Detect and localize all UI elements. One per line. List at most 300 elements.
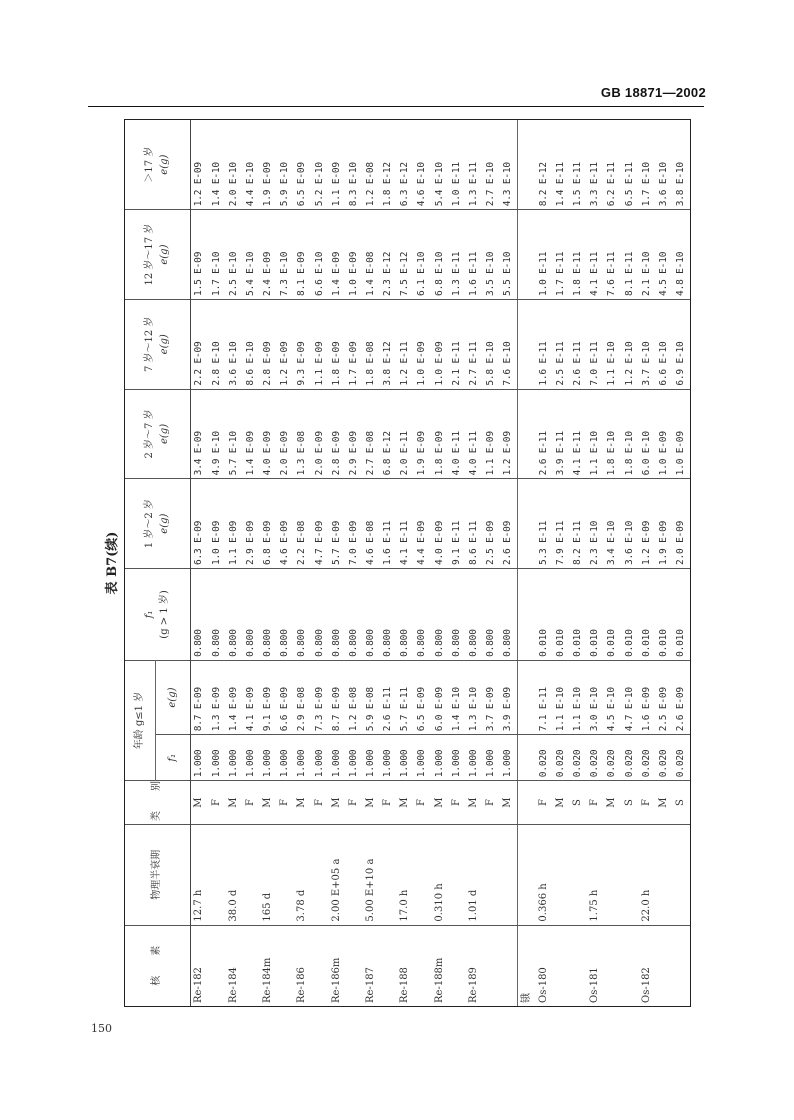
- cell-eg-age-2-7: 4.9 E-10: [208, 389, 225, 479]
- header-age-over-17: [125, 120, 191, 210]
- cell-half-life: 1.75 h: [587, 824, 604, 925]
- header-f1-older-condition: (g > 1 岁): [158, 590, 170, 639]
- page-number: 150: [91, 1022, 112, 1035]
- cell-eg-age-2-7: 2.7 E-08: [363, 389, 380, 479]
- cell-half-life: 38.0 d: [225, 824, 242, 925]
- cell-eg-age-over-17: 1.9 E-09: [260, 120, 277, 210]
- cell-nuclide: [208, 925, 225, 1006]
- cell-eg-age-1-2: 1.1 E-09: [225, 479, 242, 569]
- header-age-12-17-eg: e(g): [158, 244, 170, 265]
- cell-eg-infant: 9.1 E-09: [260, 660, 277, 734]
- cell-class: M: [397, 781, 414, 825]
- cell-half-life: 0.310 h: [431, 824, 448, 925]
- cell-eg-age-1-2: 6.3 E-09: [191, 479, 209, 569]
- cell-class: M: [225, 781, 242, 825]
- cell-eg-age-7-12: 2.8 E-09: [260, 299, 277, 389]
- cell-eg-age-1-2: 3.6 E-10: [621, 479, 638, 569]
- cell-half-life: [243, 824, 260, 925]
- cell-eg-infant: 1.3 E-09: [208, 660, 225, 734]
- cell-eg-age-7-12: 1.2 E-10: [621, 299, 638, 389]
- cell-eg-age-2-7: 1.3 E-08: [294, 389, 311, 479]
- table-row: [328, 120, 345, 1006]
- cell-half-life: [656, 824, 673, 925]
- cell-eg-age-7-12: 8.6 E-10: [243, 299, 260, 389]
- header-age-1-2-eg: e(g): [158, 513, 170, 534]
- cell-eg-age-over-17: 6.5 E-11: [621, 120, 638, 210]
- cell-f1-older: 0.800: [397, 569, 414, 661]
- cell-eg-age-7-12: 1.2 E-11: [397, 299, 414, 389]
- cell-class: F: [414, 781, 431, 825]
- cell-f1-infant: 1.000: [311, 735, 328, 781]
- empty-cell: [518, 389, 536, 479]
- header-age-2-7-eg: e(g): [158, 423, 170, 445]
- table-row: [535, 120, 552, 1006]
- header-age-over-17-eg: e(g): [158, 154, 170, 175]
- cell-half-life: [380, 824, 397, 925]
- cell-eg-age-1-2: 4.4 E-09: [414, 479, 431, 569]
- table-row: [570, 120, 587, 1006]
- cell-eg-age-12-17: 5.5 E-10: [500, 210, 518, 300]
- cell-half-life: [553, 824, 570, 925]
- cell-nuclide: [553, 925, 570, 1006]
- cell-nuclide: Re-182: [193, 967, 205, 1003]
- cell-f1-infant: 1.000: [225, 735, 242, 781]
- empty-cell: [518, 299, 536, 389]
- cell-eg-age-12-17: 1.3 E-11: [448, 210, 465, 300]
- cell-half-life: [208, 824, 225, 925]
- cell-f1-older: 0.010: [553, 569, 570, 661]
- cell-nuclide: Re-188: [399, 967, 411, 1003]
- cell-eg-age-over-17: 3.6 E-10: [656, 120, 673, 210]
- header-rule: [88, 106, 704, 107]
- table-row: [397, 120, 414, 1006]
- cell-f1-infant: 1.000: [500, 735, 518, 781]
- cell-eg-age-12-17: 2.5 E-10: [225, 210, 242, 300]
- cell-eg-age-7-12: 3.8 E-12: [380, 299, 397, 389]
- cell-f1-older: 0.010: [621, 569, 638, 661]
- cell-eg-age-12-17: 1.4 E-08: [363, 210, 380, 300]
- empty-cell: [518, 781, 536, 825]
- cell-eg-infant: 4.5 E-10: [604, 660, 621, 734]
- cell-eg-age-1-2: 9.1 E-11: [448, 479, 465, 569]
- cell-eg-age-2-7: 1.2 E-09: [500, 389, 518, 479]
- cell-eg-age-1-2: 2.2 E-08: [294, 479, 311, 569]
- cell-f1-older: 0.010: [570, 569, 587, 661]
- cell-nuclide: [311, 925, 328, 1006]
- cell-eg-infant: 7.1 E-11: [535, 660, 552, 734]
- cell-class: M: [500, 781, 518, 825]
- cell-eg-age-2-7: 1.8 E-09: [431, 389, 448, 479]
- cell-f1-infant: 1.000: [277, 735, 294, 781]
- cell-eg-age-2-7: 2.6 E-11: [535, 389, 552, 479]
- header-age-2-7-label: 2 岁～7 岁: [144, 409, 155, 459]
- data-table: [125, 120, 690, 1006]
- header-age-7-12: [125, 299, 191, 389]
- cell-eg-infant: 1.2 E-08: [346, 660, 363, 734]
- cell-f1-older: 0.010: [673, 569, 690, 661]
- cell-class: S: [673, 781, 690, 825]
- cell-eg-age-over-17: 1.4 E-11: [553, 120, 570, 210]
- cell-f1-older: 0.800: [225, 569, 242, 661]
- cell-eg-age-12-17: 3.5 E-10: [483, 210, 500, 300]
- cell-eg-infant: 5.9 E-08: [363, 660, 380, 734]
- cell-eg-age-1-2: 1.9 E-09: [656, 479, 673, 569]
- cell-class: M: [294, 781, 311, 825]
- cell-nuclide: [346, 925, 363, 1006]
- cell-eg-age-7-12: 1.7 E-09: [346, 299, 363, 389]
- cell-eg-age-2-7: 2.0 E-09: [277, 389, 294, 479]
- cell-eg-age-1-2: 6.8 E-09: [260, 479, 277, 569]
- table-row: [673, 120, 690, 1006]
- cell-f1-infant: 0.020: [673, 735, 690, 781]
- cell-eg-age-7-12: 9.3 E-09: [294, 299, 311, 389]
- header-eg: e(g): [156, 660, 191, 734]
- cell-half-life: 1.01 d: [466, 824, 483, 925]
- header-age-over-17-label: ＞17 岁: [144, 146, 155, 183]
- cell-eg-age-2-7: 3.4 E-09: [191, 389, 209, 479]
- cell-eg-infant: 8.7 E-09: [328, 660, 345, 734]
- cell-eg-infant: 4.1 E-09: [243, 660, 260, 734]
- cell-eg-age-7-12: 1.8 E-08: [363, 299, 380, 389]
- element-group-row: [518, 120, 536, 1006]
- cell-eg-age-2-7: 1.8 E-10: [621, 389, 638, 479]
- cell-eg-infant: 3.9 E-09: [500, 660, 518, 734]
- cell-f1-older: 0.800: [431, 569, 448, 661]
- cell-eg-age-1-2: 4.6 E-09: [277, 479, 294, 569]
- cell-eg-age-12-17: 1.5 E-09: [191, 210, 209, 300]
- cell-eg-age-12-17: 6.8 E-10: [431, 210, 448, 300]
- cell-eg-age-12-17: 7.3 E-10: [277, 210, 294, 300]
- cell-class: F: [483, 781, 500, 825]
- cell-eg-age-2-7: 3.9 E-11: [553, 389, 570, 479]
- cell-eg-infant: 7.3 E-09: [311, 660, 328, 734]
- cell-eg-age-12-17: 1.6 E-11: [466, 210, 483, 300]
- cell-eg-infant: 3.0 E-10: [587, 660, 604, 734]
- cell-f1-infant: 0.020: [656, 735, 673, 781]
- cell-eg-age-over-17: 6.3 E-12: [397, 120, 414, 210]
- table-row: [363, 120, 380, 1006]
- cell-eg-infant: 1.4 E-09: [225, 660, 242, 734]
- table-row: [483, 120, 500, 1006]
- cell-eg-age-over-17: 6.5 E-09: [294, 120, 311, 210]
- table-caption: 表 B7(续): [105, 531, 120, 595]
- table-row: [431, 120, 448, 1006]
- table-row: [277, 120, 294, 1006]
- cell-eg-age-over-17: 1.4 E-10: [208, 120, 225, 210]
- cell-eg-age-1-2: 5.7 E-09: [328, 479, 345, 569]
- element-group-label: 锇: [518, 925, 536, 1006]
- cell-f1-infant: 1.000: [431, 735, 448, 781]
- table-row: [346, 120, 363, 1006]
- table-row: [656, 120, 673, 1006]
- cell-nuclide: Re-187: [364, 967, 376, 1003]
- cell-class: M: [604, 781, 621, 825]
- cell-eg-infant: 1.6 E-09: [638, 660, 655, 734]
- empty-cell: [518, 660, 536, 734]
- cell-nuclide: [621, 925, 638, 1006]
- cell-eg-infant: 5.7 E-11: [397, 660, 414, 734]
- cell-eg-age-12-17: 1.8 E-11: [570, 210, 587, 300]
- cell-eg-age-7-12: 5.8 E-10: [483, 299, 500, 389]
- cell-eg-infant: 2.5 E-09: [656, 660, 673, 734]
- cell-eg-age-2-7: 6.8 E-12: [380, 389, 397, 479]
- cell-eg-age-7-12: 7.0 E-11: [587, 299, 604, 389]
- cell-eg-age-7-12: 3.6 E-10: [225, 299, 242, 389]
- empty-cell: [518, 210, 536, 300]
- cell-f1-older: 0.010: [535, 569, 552, 661]
- table-row: [294, 120, 311, 1006]
- cell-f1-older: 0.800: [448, 569, 465, 661]
- cell-f1-infant: 1.000: [380, 735, 397, 781]
- cell-eg-age-2-7: 2.0 E-09: [311, 389, 328, 479]
- cell-eg-infant: 2.6 E-09: [673, 660, 690, 734]
- cell-nuclide: [500, 925, 518, 1006]
- cell-eg-age-over-17: 1.7 E-10: [638, 120, 655, 210]
- cell-nuclide: [277, 925, 294, 1006]
- cell-eg-age-12-17: 8.1 E-11: [621, 210, 638, 300]
- header-age-2-7: [125, 389, 191, 479]
- cell-eg-age-1-2: 8.2 E-11: [570, 479, 587, 569]
- cell-eg-age-1-2: 7.0 E-09: [346, 479, 363, 569]
- cell-eg-age-7-12: 1.1 E-10: [604, 299, 621, 389]
- cell-eg-infant: 3.7 E-09: [483, 660, 500, 734]
- cell-eg-age-1-2: 2.9 E-09: [243, 479, 260, 569]
- cell-f1-older: 0.010: [638, 569, 655, 661]
- cell-class: F: [346, 781, 363, 825]
- header-age-7-12-label: 7 岁～12 岁: [144, 316, 155, 373]
- cell-f1-infant: 1.000: [191, 735, 209, 781]
- table-row: [587, 120, 604, 1006]
- cell-eg-age-7-12: 2.6 E-11: [570, 299, 587, 389]
- cell-half-life: 12.7 h: [191, 824, 209, 925]
- cell-f1-infant: 1.000: [363, 735, 380, 781]
- cell-eg-age-2-7: 1.4 E-09: [243, 389, 260, 479]
- cell-f1-older: 0.800: [380, 569, 397, 661]
- header-age-12-17: [125, 210, 191, 300]
- cell-eg-age-7-12: 2.7 E-11: [466, 299, 483, 389]
- cell-eg-age-12-17: 8.1 E-09: [294, 210, 311, 300]
- cell-eg-age-2-7: 4.0 E-11: [448, 389, 465, 479]
- cell-eg-age-12-17: 1.7 E-11: [553, 210, 570, 300]
- cell-eg-infant: 1.4 E-10: [448, 660, 465, 734]
- cell-eg-age-over-17: 4.3 E-10: [500, 120, 518, 210]
- cell-f1-older: 0.010: [604, 569, 621, 661]
- cell-f1-infant: 0.020: [570, 735, 587, 781]
- cell-eg-age-2-7: 1.9 E-09: [414, 389, 431, 479]
- cell-class: M: [553, 781, 570, 825]
- cell-eg-age-1-2: 4.6 E-08: [363, 479, 380, 569]
- cell-nuclide: Re-184: [227, 967, 239, 1003]
- cell-eg-age-1-2: 8.6 E-11: [466, 479, 483, 569]
- empty-cell: [518, 569, 536, 661]
- header-age-1-2-label: 1 岁～2 岁: [144, 499, 155, 549]
- cell-f1-infant: 1.000: [466, 735, 483, 781]
- cell-eg-age-12-17: 5.4 E-10: [243, 210, 260, 300]
- cell-eg-age-1-2: 2.3 E-10: [587, 479, 604, 569]
- cell-f1-older: 0.800: [277, 569, 294, 661]
- cell-eg-infant: 8.7 E-09: [191, 660, 209, 734]
- cell-f1-infant: 0.020: [587, 735, 604, 781]
- table-row: [553, 120, 570, 1006]
- cell-f1-infant: 0.020: [553, 735, 570, 781]
- cell-f1-infant: 1.000: [294, 735, 311, 781]
- cell-eg-infant: 1.1 E-10: [570, 660, 587, 734]
- cell-eg-age-2-7: 2.9 E-09: [346, 389, 363, 479]
- empty-cell: [518, 479, 536, 569]
- table-row: [621, 120, 638, 1006]
- cell-eg-age-2-7: 5.7 E-10: [225, 389, 242, 479]
- cell-nuclide: [380, 925, 397, 1006]
- cell-eg-age-12-17: 6.1 E-10: [414, 210, 431, 300]
- cell-f1-infant: 1.000: [448, 735, 465, 781]
- cell-class: M: [260, 781, 277, 825]
- cell-eg-age-1-2: 1.0 E-09: [208, 479, 225, 569]
- cell-f1-older: 0.800: [346, 569, 363, 661]
- cell-nuclide: [483, 925, 500, 1006]
- cell-f1-older: 0.800: [243, 569, 260, 661]
- cell-eg-age-2-7: 4.1 E-11: [570, 389, 587, 479]
- cell-class: F: [243, 781, 260, 825]
- cell-eg-age-1-2: 5.3 E-11: [535, 479, 552, 569]
- cell-eg-age-over-17: 1.2 E-08: [363, 120, 380, 210]
- cell-eg-age-over-17: 8.3 E-10: [346, 120, 363, 210]
- cell-eg-infant: 6.6 E-09: [277, 660, 294, 734]
- cell-class: F: [208, 781, 225, 825]
- cell-eg-age-12-17: 4.5 E-10: [656, 210, 673, 300]
- cell-class: M: [191, 781, 209, 825]
- cell-eg-age-7-12: 6.6 E-10: [656, 299, 673, 389]
- cell-eg-age-1-2: 4.7 E-09: [311, 479, 328, 569]
- cell-eg-age-over-17: 8.2 E-12: [535, 120, 552, 210]
- cell-f1-infant: 1.000: [397, 735, 414, 781]
- standard-header: GB 18871—2002: [600, 85, 706, 100]
- cell-half-life: [483, 824, 500, 925]
- header-age-7-12-eg: e(g): [158, 334, 170, 355]
- cell-eg-age-1-2: 4.1 E-11: [397, 479, 414, 569]
- cell-eg-age-12-17: 1.0 E-11: [535, 210, 552, 300]
- cell-half-life: [277, 824, 294, 925]
- cell-half-life: [604, 824, 621, 925]
- cell-eg-age-7-12: 7.6 E-10: [500, 299, 518, 389]
- cell-eg-age-2-7: 1.8 E-10: [604, 389, 621, 479]
- header-nuclide: 核 素: [125, 925, 191, 1006]
- table-row: [448, 120, 465, 1006]
- table-row: [380, 120, 397, 1006]
- table-row: [191, 120, 209, 1006]
- cell-class: F: [638, 781, 655, 825]
- cell-f1-older: 0.010: [656, 569, 673, 661]
- cell-eg-age-1-2: 1.2 E-09: [638, 479, 655, 569]
- cell-half-life: [414, 824, 431, 925]
- cell-eg-infant: 2.6 E-11: [380, 660, 397, 734]
- cell-eg-age-2-7: 2.0 E-11: [397, 389, 414, 479]
- cell-eg-age-over-17: 2.7 E-10: [483, 120, 500, 210]
- cell-eg-age-12-17: 7.6 E-11: [604, 210, 621, 300]
- cell-half-life: 17.0 h: [397, 824, 414, 925]
- cell-eg-age-over-17: 1.0 E-11: [448, 120, 465, 210]
- cell-class: F: [277, 781, 294, 825]
- cell-eg-infant: 1.1 E-10: [553, 660, 570, 734]
- cell-eg-age-over-17: 2.0 E-10: [225, 120, 242, 210]
- cell-eg-age-12-17: 1.0 E-09: [346, 210, 363, 300]
- cell-class: M: [656, 781, 673, 825]
- empty-cell: [518, 120, 536, 210]
- cell-eg-age-over-17: 5.2 E-10: [311, 120, 328, 210]
- cell-nuclide: Re-189: [467, 967, 479, 1003]
- cell-half-life: [570, 824, 587, 925]
- cell-eg-age-2-7: 2.8 E-09: [328, 389, 345, 479]
- cell-f1-older: 0.800: [363, 569, 380, 661]
- cell-eg-age-over-17: 1.8 E-12: [380, 120, 397, 210]
- cell-nuclide: Os-182: [640, 967, 652, 1003]
- cell-eg-age-2-7: 1.0 E-09: [656, 389, 673, 479]
- cell-f1-older: 0.800: [208, 569, 225, 661]
- cell-eg-age-12-17: 1.4 E-09: [328, 210, 345, 300]
- cell-eg-age-7-12: 3.7 E-10: [638, 299, 655, 389]
- rotated-table-wrapper: [102, 119, 692, 1007]
- cell-f1-infant: 0.020: [621, 735, 638, 781]
- cell-f1-infant: 1.000: [243, 735, 260, 781]
- cell-f1-older: 0.800: [466, 569, 483, 661]
- cell-half-life: [346, 824, 363, 925]
- cell-class: S: [570, 781, 587, 825]
- cell-eg-infant: 6.0 E-09: [431, 660, 448, 734]
- header-class: 类 别: [125, 781, 191, 825]
- cell-eg-age-7-12: 2.5 E-11: [553, 299, 570, 389]
- table-row: [243, 120, 260, 1006]
- cell-f1-infant: 1.000: [260, 735, 277, 781]
- cell-f1-older: 0.800: [328, 569, 345, 661]
- cell-eg-age-over-17: 5.4 E-10: [431, 120, 448, 210]
- cell-eg-age-7-12: 2.2 E-09: [191, 299, 209, 389]
- cell-half-life: 5.00 E+10 a: [363, 824, 380, 925]
- cell-half-life: 2.00 E+05 a: [328, 824, 345, 925]
- cell-eg-age-2-7: 1.1 E-10: [587, 389, 604, 479]
- cell-eg-age-12-17: 2.1 E-10: [638, 210, 655, 300]
- cell-f1-older: 0.800: [414, 569, 431, 661]
- cell-eg-age-over-17: 1.2 E-09: [191, 120, 209, 210]
- cell-eg-age-over-17: 6.2 E-11: [604, 120, 621, 210]
- cell-eg-age-1-2: 3.4 E-10: [604, 479, 621, 569]
- cell-eg-age-7-12: 1.6 E-11: [535, 299, 552, 389]
- cell-eg-age-7-12: 1.0 E-09: [414, 299, 431, 389]
- cell-class: M: [328, 781, 345, 825]
- cell-class: F: [311, 781, 328, 825]
- dose-coefficient-table: [124, 119, 691, 1007]
- cell-eg-infant: 2.9 E-08: [294, 660, 311, 734]
- cell-eg-infant: 6.5 E-09: [414, 660, 431, 734]
- cell-f1-older: 0.800: [191, 569, 209, 661]
- cell-class: S: [621, 781, 638, 825]
- table-row: [208, 120, 225, 1006]
- cell-nuclide: Re-186m: [330, 957, 342, 1003]
- cell-class: M: [431, 781, 448, 825]
- header-age-12-17-label: 12 岁～17 岁: [144, 223, 155, 286]
- cell-half-life: [448, 824, 465, 925]
- cell-nuclide: Re-188m: [433, 957, 445, 1003]
- cell-eg-age-1-2: 4.0 E-09: [431, 479, 448, 569]
- cell-f1-older: 0.800: [311, 569, 328, 661]
- cell-eg-age-1-2: 1.6 E-11: [380, 479, 397, 569]
- cell-eg-age-over-17: 4.4 E-10: [243, 120, 260, 210]
- cell-nuclide: [570, 925, 587, 1006]
- cell-nuclide: Re-184m: [262, 957, 274, 1003]
- cell-half-life: 22.0 h: [638, 824, 655, 925]
- table-row: [311, 120, 328, 1006]
- cell-eg-age-7-12: 1.8 E-09: [328, 299, 345, 389]
- cell-eg-age-12-17: 6.6 E-10: [311, 210, 328, 300]
- cell-class: F: [380, 781, 397, 825]
